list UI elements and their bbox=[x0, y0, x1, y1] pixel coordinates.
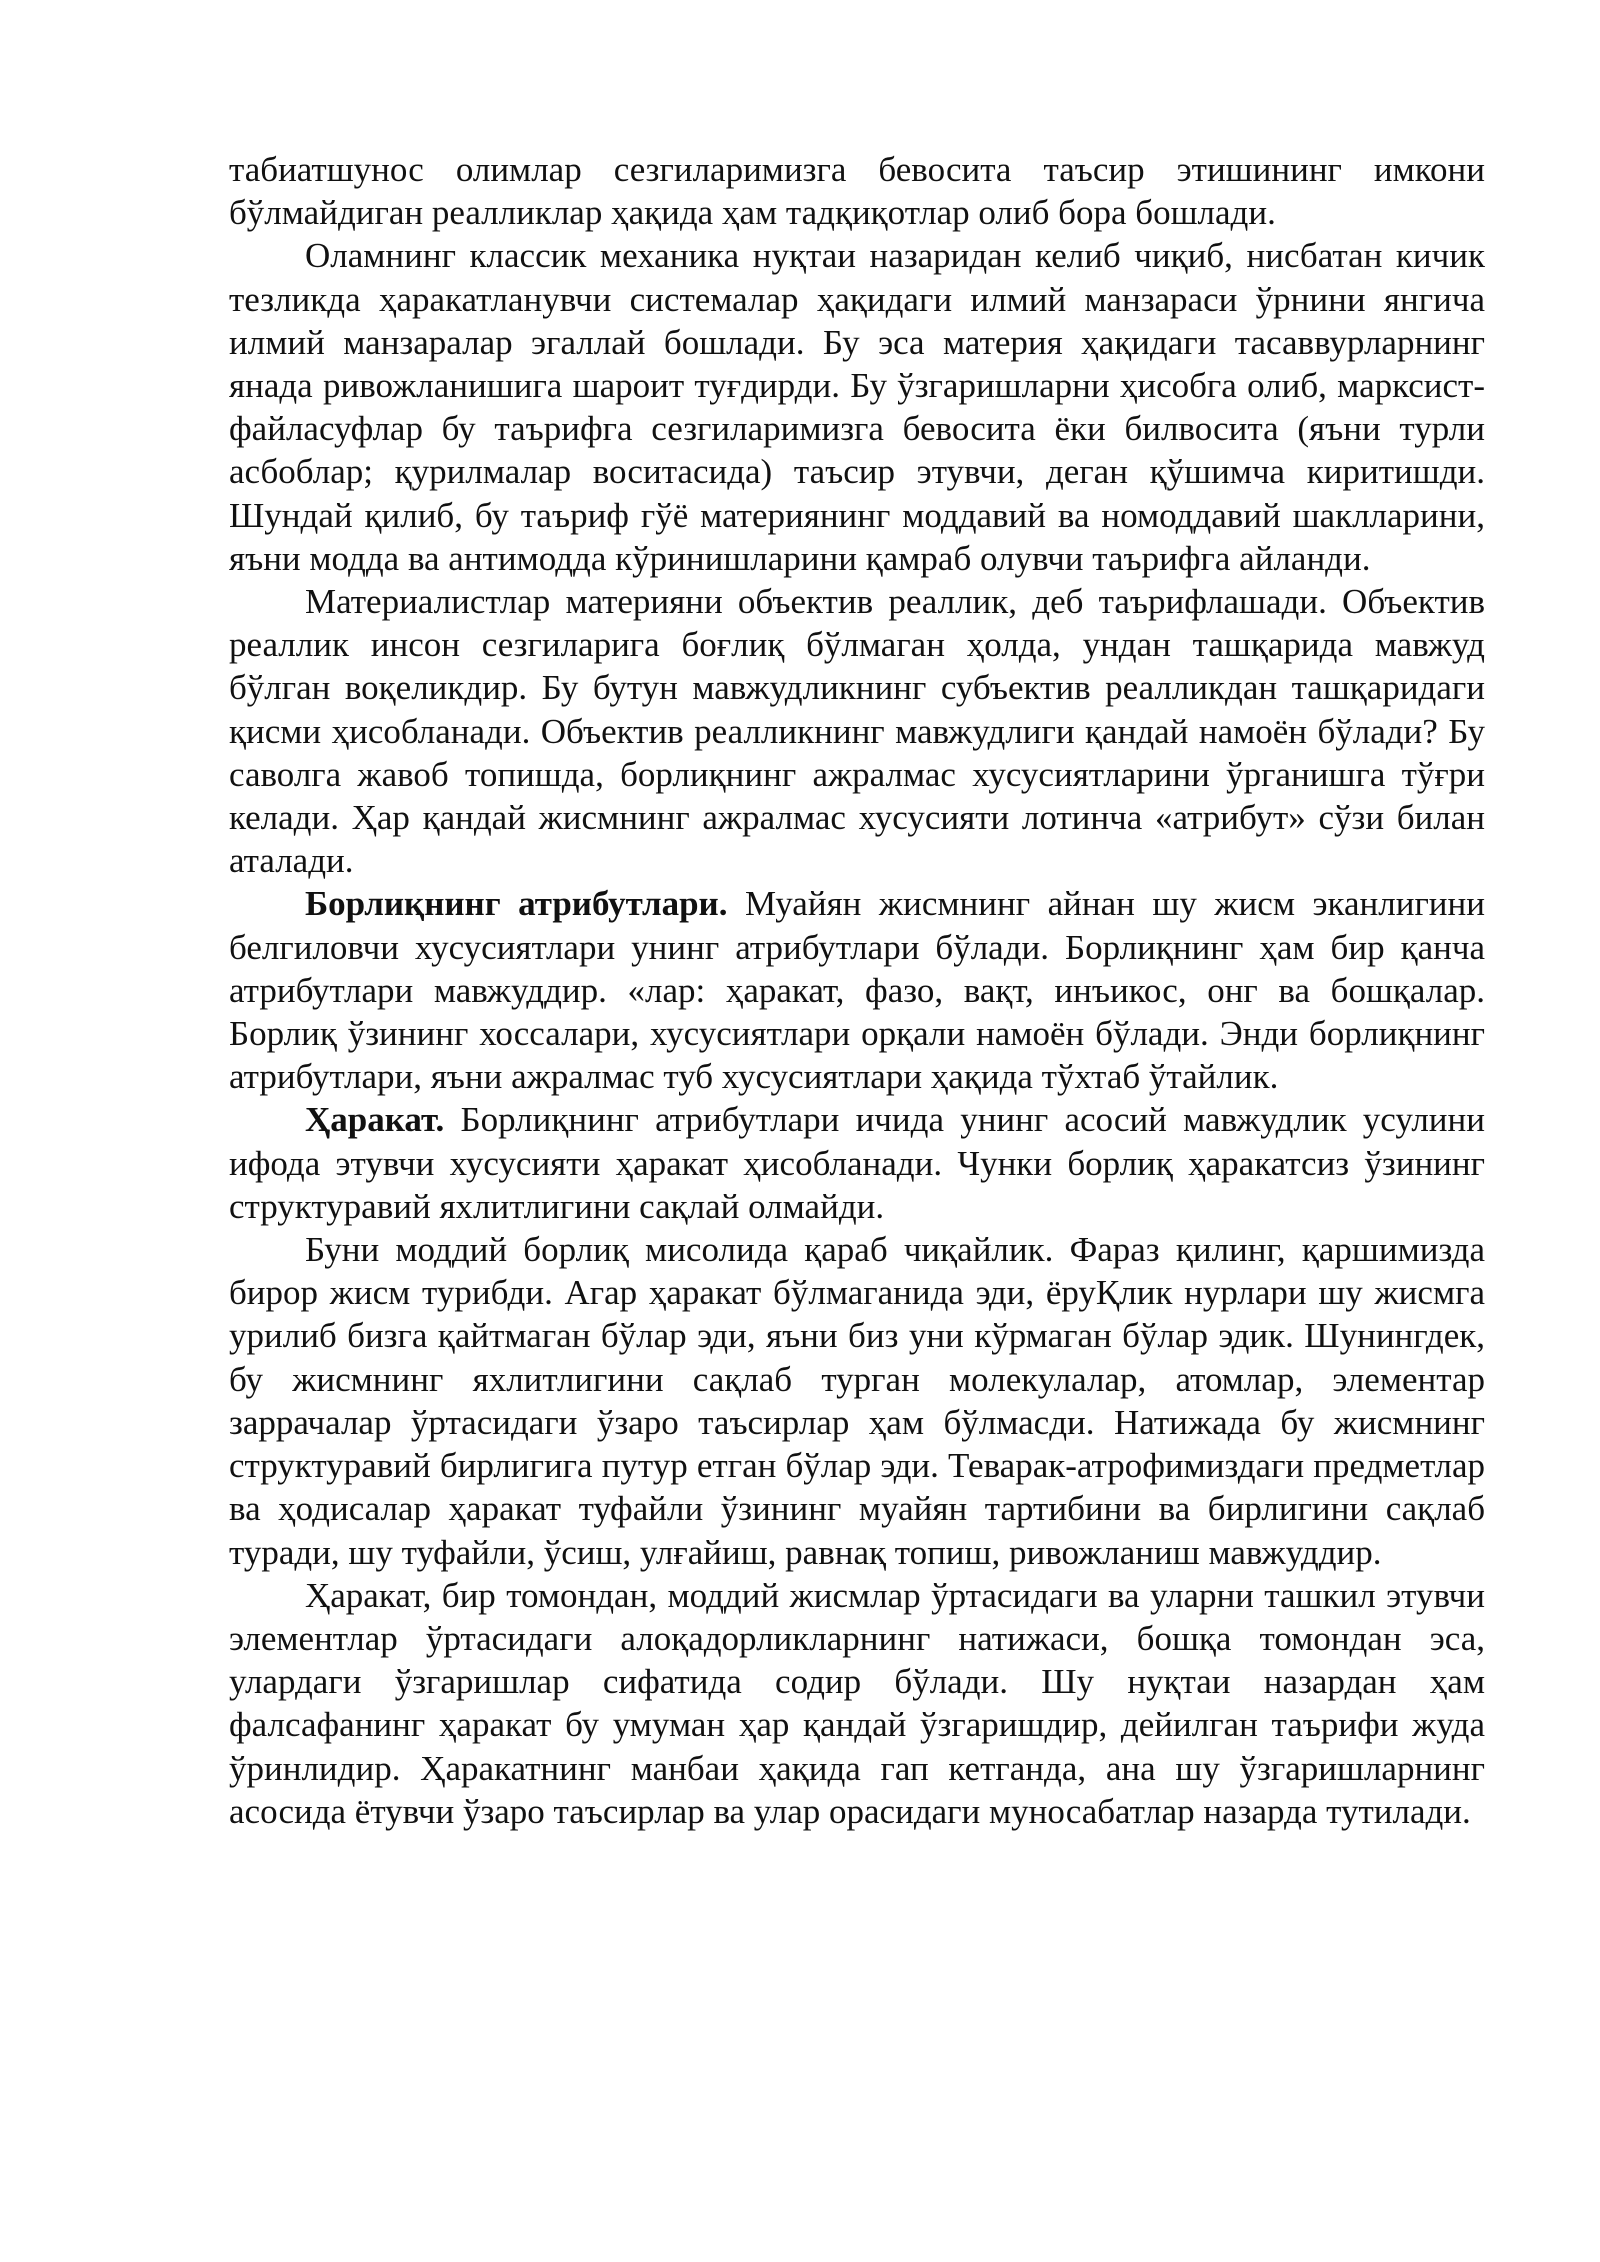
paragraph-text: Буни моддий борлиқ мисолида қараб чиқайлик. Фараз қилинг, қаршимизда бирор жисм турибди. Агар ҳаракат бўлмаганида эди, ёруҚлик нурлари шу жисмга урилиб бизга қайтмаган бўлар эди, яъни биз уни кўрмаган бўлар эдик. Шунингдек, бу жисмнинг яхлитлигини сақлаб турган молекулалар, атомлар, элементар заррачалар ўртасидаги ўзаро таъсирлар ҳам бўлмасди. Натижада бу жисмнинг структуравий бирлигига путур етган бўлар эди. Теварак-атрофимиздаги предметлар ва ҳодисалар ҳаракат туфайли ўзининг муайян тартибини ва бирлигини сақлаб туради, шу туфайли, ўсиш, улғайиш, равнақ топиш, ривожланиш мавжуддир. bbox=[229, 1230, 1485, 1572]
paragraph-objective-reality bbox=[229, 580, 1485, 882]
paragraph-text: Оламнинг классик механика нуқтаи назаридан келиб чиқиб, нисбатан кичик тезликда ҳаракатланувчи системалар ҳақидаги илмий манзараси ўрнини янгича илмий манзаралар эгаллай бошлади. Бу эса материя ҳақидаги тасаввурларнинг янада ривожланишига шароит туғдирди. Бу ўзгаришларни ҳисобга олиб, марксист-файласуфлар бу таърифга сезгиларимизга бевосита ёки билвосита (яъни турли асбоблар; қурилмалар воситасида) таъсир этувчи, деган қўшимча киритишди. Шундай қилиб, бу таъриф гўё материянинг моддавий ва номоддавий шаклларини, яъни модда ва антимодда кўринишларини қамраб олувчи таърифга айланди. bbox=[229, 236, 1485, 578]
paragraph-text: Борлиқнинг атрибутлари ичида унинг асосий мавжудлик усулини ифода этувчи хусусияти ҳаракат ҳисобланади. Чунки борлиқ ҳаракатсиз ўзининг структуравий яхлитлигини сақлай олмайди. bbox=[229, 1100, 1485, 1226]
paragraph-text: Материалистлар материяни объектив реаллик, деб таърифлашади. Объектив реаллик инсон сезгиларига боғлиқ бўлмаган ҳолда, ундан ташқарида мавжуд бўлган воқеликдир. Бу бутун мавжудликнинг субъектив реалликдан ташқаридаги қисми ҳисобланади. Объектив реалликнинг мавжудлиги қандай намоён бўлади? Бу саволга жавоб топишда, борлиқнинг ажралмас хусусиятларини ўрганишга тўғри келади. Ҳар қандай жисмнинг ажралмас хусусияти лотинча «атрибут» сўзи билан аталади. bbox=[229, 582, 1485, 881]
document-page bbox=[229, 148, 1485, 1833]
paragraph-material-example bbox=[229, 1228, 1485, 1574]
paragraph-continuation bbox=[229, 148, 1485, 234]
paragraph-attributes-of-being bbox=[229, 882, 1485, 1098]
paragraph-motion bbox=[229, 1098, 1485, 1228]
paragraph-text: табиатшунос олимлар сезгиларимизга бевосита таъсир этишининг имкони бўлмайдиган реалликлар ҳақида ҳам тадқиқотлар олиб бора бошлади. bbox=[229, 150, 1485, 233]
section-heading-attributes: Борлиқнинг атрибутлари. bbox=[305, 884, 728, 924]
paragraph-classical-mechanics bbox=[229, 234, 1485, 580]
paragraph-text: Ҳаракат, бир томондан, моддий жисмлар ўртасидаги ва уларни ташкил этувчи элементлар ўртасидаги алоқадорликларнинг натижаси, бошқа томондан эса, улардаги ўзгаришлар сифатида содир бўлади. Шу нуқтаи назардан ҳам фалсафанинг ҳаракат бу умуман ҳар қандай ўзгаришдир, дейилган таърифи жуда ўринлидир. Ҳаракатнинг манбаи ҳақида гап кетганда, ана шу ўзгаришларнинг асосида ётувчи ўзаро таъсирлар ва улар орасидаги муносабатлар назарда тутилади. bbox=[229, 1575, 1485, 1831]
section-heading-motion: Ҳаракат. bbox=[305, 1100, 445, 1140]
paragraph-motion-definition bbox=[229, 1574, 1485, 1833]
paragraph-text: Муайян жисмнинг айнан шу жисм эканлигини белгиловчи хусусиятлари унинг атрибутлари бўлади. Борлиқнинг ҳам бир қанча атрибутлари мавжуддир. «лар: ҳаракат, фазо, вақт, инъикос, онг ва бошқалар. Борлиқ ўзининг хоссалари, хусусиятлари орқали намоён бўлади. Энди борлиқнинг атрибутлари, яъни ажралмас туб хусусиятлари ҳақида тўхтаб ўтайлик. bbox=[229, 884, 1485, 1097]
